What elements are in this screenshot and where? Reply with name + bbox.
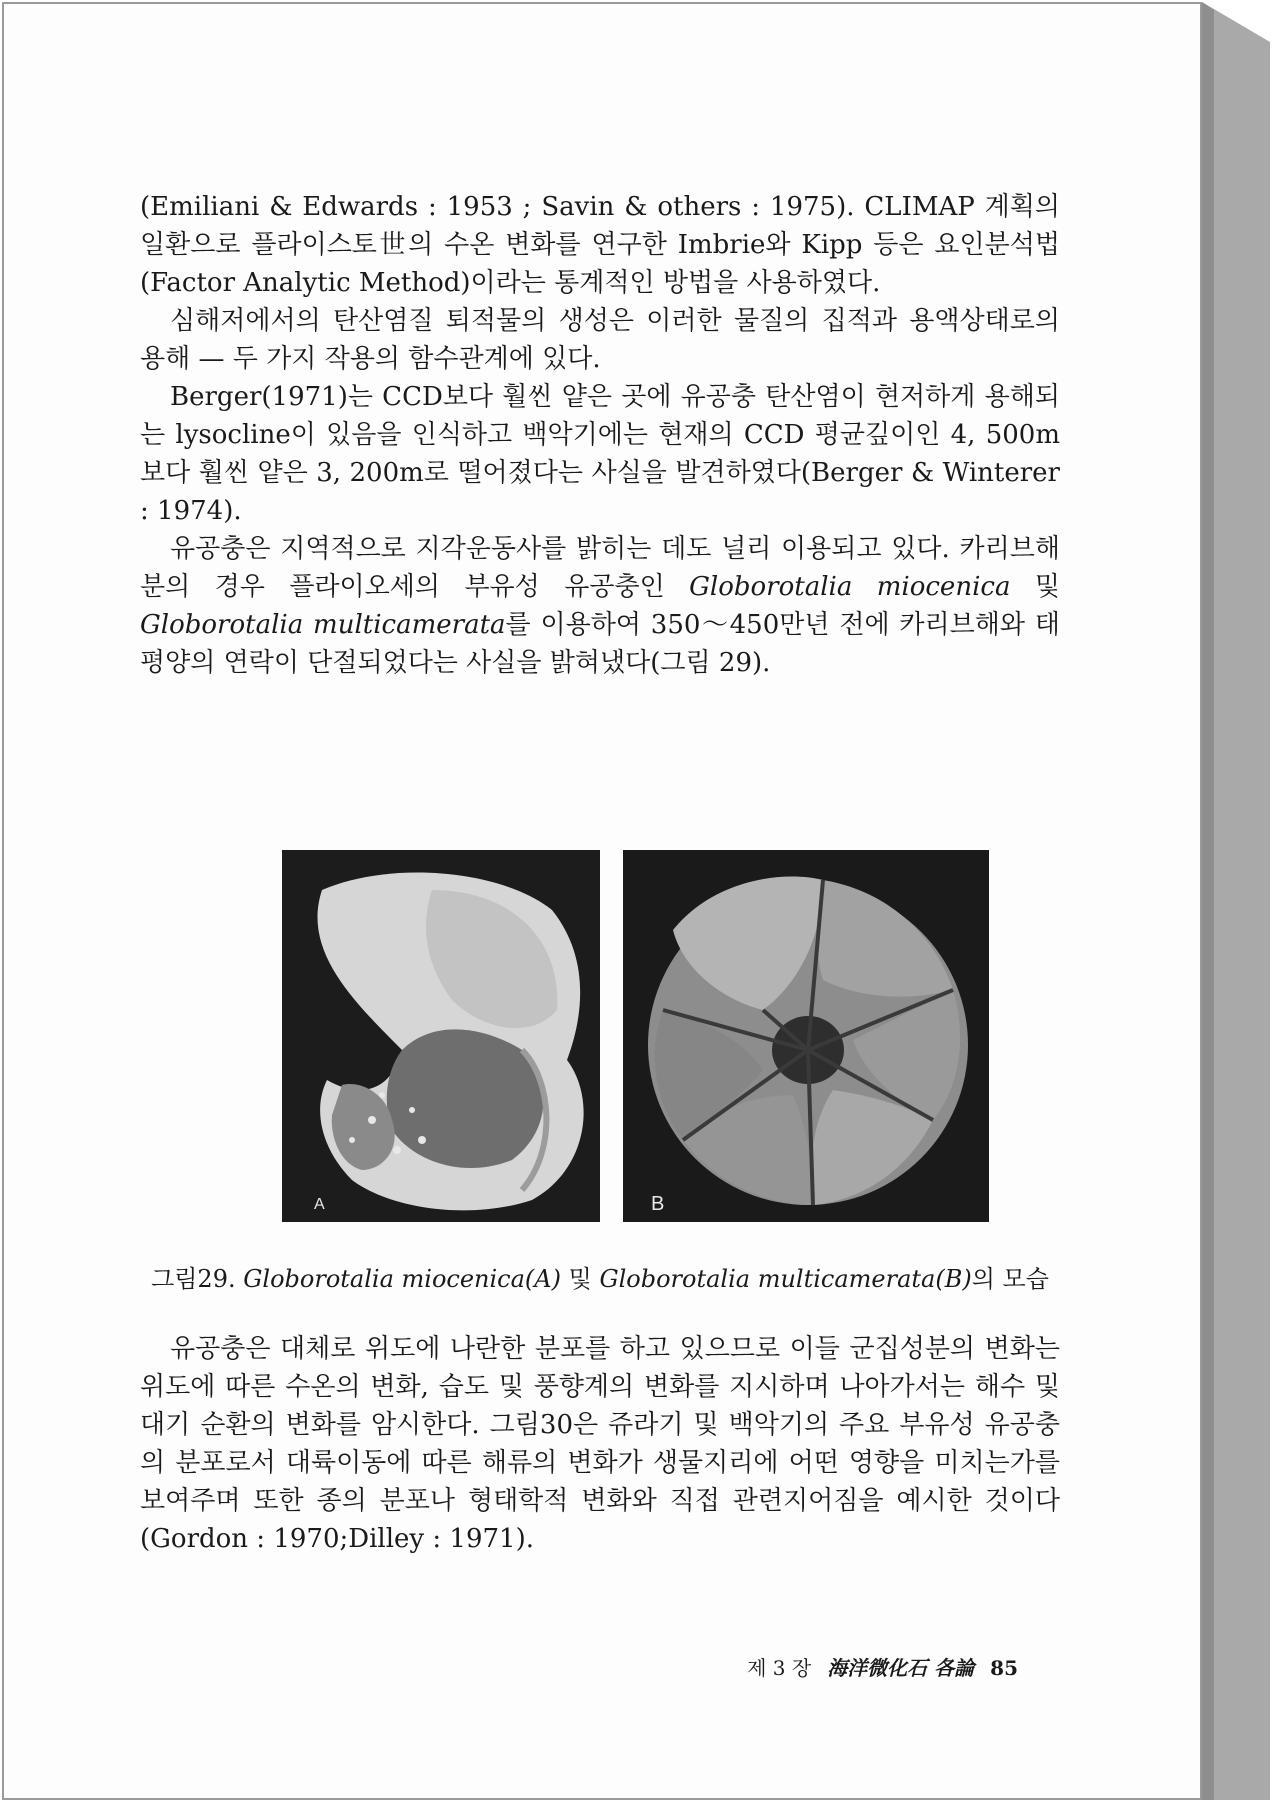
foraminifera-photo-b xyxy=(623,850,989,1222)
caption-species-b: Globorotalia multicamerata(B) xyxy=(599,1265,972,1293)
body-text-bottom xyxy=(140,1330,1060,1558)
footer-title: 海洋微化石 各論 xyxy=(827,1656,975,1680)
caption-prefix: 그림29. xyxy=(151,1265,244,1293)
foraminifera-photo-a xyxy=(282,850,600,1222)
photo-label-a: A xyxy=(314,1196,325,1213)
caption-suffix: 의 모습 xyxy=(971,1265,1049,1293)
page-footer xyxy=(747,1652,1018,1681)
paragraph-5: 유공충은 대체로 위도에 나란한 분포를 하고 있으므로 이들 군집성분의 변화는 위도에 따른 수온의 변화, 습도 및 풍향계의 변화를 지시하며 나아가서는 해수 및 대기 순환의 변화를 암시한다. 그림30은 쥬라기 및 백악기의 주요 부유성 유공충의 분포로서 대륙이동에 따른 해류의 변화가 생물지리에 어떤 영향을 미치는가를 보여주며 또한 종의 분포나 형태학적 변화와 직접 관련지어짐을 예시한 것이다(Gordon : 1970;Dilley : 1971). xyxy=(140,1334,1060,1554)
caption-species-a: Globorotalia miocenica(A) xyxy=(243,1265,561,1293)
paragraph-2: 심해저에서의 탄산염질 퇴적물의 생성은 이러한 물질의 집적과 용액상태로의 용해 — 두 가지 작용의 함수관계에 있다. xyxy=(140,306,1060,374)
paragraph-4 xyxy=(140,530,1060,682)
foraminifera-a-image xyxy=(282,850,600,1222)
figure-caption xyxy=(140,1262,1060,1296)
figure-29 xyxy=(278,850,998,1222)
paragraph-4-after: 를 이용하여 350～450만년 전에 카리브해와 태평양의 연락이 단절되었다는 사실을 밝혀냈다(그림 29). xyxy=(140,610,1060,678)
caption-conj: 및 xyxy=(560,1265,600,1293)
body-text-top xyxy=(140,188,1060,682)
foraminifera-b-image xyxy=(623,850,989,1222)
paragraph-1: (Emiliani & Edwards : 1953 ; Savin & others : 1975). CLIMAP 계획의 일환으로 플라이스토世의 수온 변화를 연구한 Imbrie와 Kipp 등은 요인분석법(Factor Analytic Method)이라는 통계적인 방법을 사용하였다. xyxy=(140,192,1060,298)
paragraph-3: Berger(1971)는 CCD보다 훨씬 얕은 곳에 유공충 탄산염이 현저하게 용해되는 lysocline이 있음을 인식하고 백악기에는 현재의 CCD 평균깊이인 4, 500m보다 훨씬 얕은 3, 200m로 떨어졌다는 사실을 발견하였다(Berger & Winterer : 1974). xyxy=(140,382,1060,526)
species-name-miocenica: Globorotalia miocenica xyxy=(689,572,1011,602)
page-stack-edge xyxy=(1202,2,1270,1800)
paragraph-4-conj: 및 xyxy=(1010,572,1060,602)
footer-chapter: 제 3 장 xyxy=(747,1656,812,1680)
photo-label-b: B xyxy=(651,1193,665,1215)
page-number: 85 xyxy=(990,1656,1018,1680)
paragraph-4-before: 유공충은 지역적으로 지각운동사를 밝히는 데도 널리 이용되고 있다. 카리브해분의 경우 플라이오세의 부유성 유공충인 xyxy=(140,534,1060,602)
species-name-multicamerata: Globorotalia multicamerata xyxy=(140,610,506,640)
